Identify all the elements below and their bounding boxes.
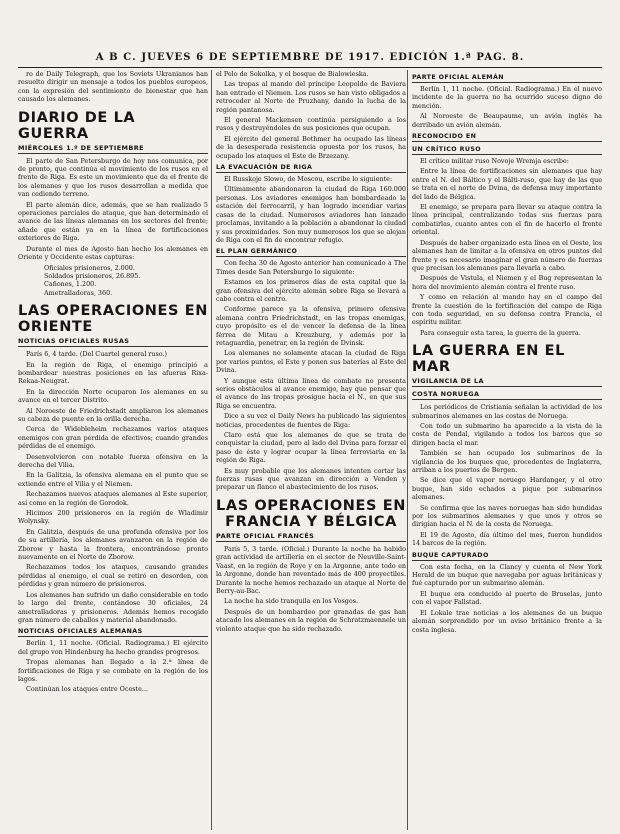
aleman-subtitle: NOTICIAS OFICIALES ALEMANAS [18,628,208,637]
reconocido-subtitle: RECONOCIDO EN [412,133,602,142]
column-2 [216,70,406,830]
capture-stats [44,264,208,298]
article-paragraph: Tropas alemanas han llegado a la 2.ª línea de fortificaciones de Riga y se combate en la región de los lagos. [18,658,208,683]
article-paragraph: Los alemanes han sufrido un daño considerable en todo lo largo del frente, contándose 30 oficiales, 24 ametralladoras y prisioneros. Además hemos recogido gran número de caballos y material abandonado. [18,590,208,624]
article-paragraph: En la región de Riga, el enemigo principió a bombardear nuestras posiciones en las afueras Rixa-Rekaa-Neugrat. [18,360,208,386]
article-paragraph: París 6, 4 tarde. (Del Cuartel general ruso.) [26,350,168,359]
article-paragraph: El crítico militar ruso Novoje Wremja escribe: [420,157,569,166]
mar-subtitle-1: VIGILANCIA DE LA [412,377,602,387]
article-paragraph: París 5, 3 tarde. (Oficial.) Durante la noche ha habido gran actividad de artillería en el sector de Neuville-Saint-Vaast, en la región de Roye y en la Argonne, ante todo en la Argonne, donde han reventado más de 400 proyectiles. Durante la noche hemos rechazado un ataque al Norte de Berry-au-Bac. [216,544,406,595]
article-paragraph: Rechazamos todos los ataques, causando grandes pérdidas al enemigo, el cual se retiró en desorden, con pérdidas y gran número de prisioneros. [18,563,208,589]
riga-subtitle: LA EVACUACIÓN DE RIGA [216,164,406,173]
article-paragraph: Después de haber organizado esta línea en el Oeste, los alemanes han de limitar a la ofensiva en otros puntos del frente y es necesario imaginar el gran número de fuerzas que precisan los alemanes para llevarla a cabo. [412,238,602,272]
header-rule [18,67,602,68]
article-paragraph: El enemigo, se prepara para llevar su ataque contra la línea principal, centralizando todas sus fuerzas para combatirlas, cuanto antes con el fin de hacerlo el frente oriental. [412,203,602,237]
article-paragraph: Claro está que los alemanes de que se trata de conquistar la ciudad, pero al lado del Dvina para forzar el paso de éste y lograr ocupar la línea ferroviaria en la región de Riga. [216,431,406,465]
stat-line: Soldados prisioneros, 26.895. [44,271,141,280]
article-paragraph: Con todo un submarino ha aparecido a la vista de la costa de Pendal, vigilando a todos los barcos que se dirigen hacia el mar. [412,421,602,447]
page-header: A B C. JUEVES 6 DE SEPTIEMBRE DE 1917. EDICIÓN 1.ª PAG. 8. [95,52,525,63]
column-1 [18,70,208,830]
article-paragraph: El buque era conducido al puerto de Bruselas, junto con el vapor Fallstad. [412,589,602,607]
article-paragraph: En la Galitzia, la ofensiva alemana en el punto que se extiende entre el Vilia y el Niemen. [18,471,208,488]
article-paragraph: Continúan los ataques entre Oceste... [26,685,149,694]
oriente-title: LAS OPERACIONES EN ORIENTE [18,303,208,336]
article-paragraph: Se dice que el vapor noruego Hardanger, y el otro buque, han sido echados a pique por submarinos alemanes. [412,476,602,502]
column-separator-2 [407,70,408,830]
article-paragraph: Desenvolvieron con notable fuerza ofensiva en la derecha del Vilia. [18,452,208,469]
column-separator-1 [211,70,212,830]
column-3 [412,70,602,830]
mar-subtitle-2: COSTA NORUEGA [412,390,602,400]
article-paragraph: El 19 de Agosto, día último del mes, fueron hundidos 14 barcos de la región. [412,530,602,548]
plan-subtitle: EL PLAN GERMÁNICO [216,248,406,257]
article-paragraph: El Lokale trae noticias a los alemanes de un buque alemán sorprendido por un aviso británico frente a la costa inglesa. [412,608,602,634]
article-paragraph: Cerca de Widebleheim rechazamos varios ataques enemigos con gran pérdida de efectivos; cuando grandes pérdidas de el enemigo. [18,425,208,451]
article-paragraph: Los periódicos de Cristianía señalan la actividad de los submarinos alemanes en las costas de Noruega. [412,403,602,420]
buque-subtitle: BUQUE CAPTURADO [412,552,602,561]
article-paragraph: Entre la línea de fortificaciones sin alemanes que hay entre el N. del Báltico y el Bálti-ruso, que hay de las que se trata en el norte de Dvina, de defensa muy importante del lado de Bélgica. [412,167,602,201]
article-paragraph: En la dirección Norte ocuparon los alemanes en su avance en el tercer Distrito. [18,387,208,405]
article-paragraph: El parte alemán dice, además, que se han realizado 5 operaciones parciales de ataque, que han determinado el avance de las líneas alemanas en los sectores del frente; añade que están ya en la línea de fortificaciones exteriores de Riga. [18,200,208,243]
article-paragraph: Berlín 1, 11 noche. (Oficial. Radiograma.) En el nuevo incidente de la guerra no ha ocurrido suceso digno de mención. [412,85,602,110]
article-paragraph: Es muy probable que los alemanes intenten cortar las fuerzas rusas que avanzan en dirección a Venden y preparar un flanco el abastecimiento de los rusos. [216,466,406,492]
article-paragraph: Con fecha 30 de Agosto anterior han comunicado a The Times desde San Petersburgo lo siguiente: [216,259,406,276]
article-paragraph: Después de un bombardeo por granadas de gas han atacado los alemanes en la región de Schratzmaennele un violento ataque que ha sido rechazado. [216,607,406,633]
francia-subtitle: PARTE OFICIAL FRANCÉS [216,532,406,542]
article-paragraph: Después de Vistula, el Niemen y el Bug representan la hora del movimiento alemán contra el frente ruso. [412,274,602,291]
mar-title: LA GUERRA EN EL MAR [412,343,565,376]
article-paragraph: También se han ocupado los submarinos de la vigilancia de los buques que, procedentes de Inglaterra, arriban a los puertos de Bergen. [412,449,602,474]
stat-line: Oficiales prisioneros, 2.000. [44,263,135,272]
diary-date: MIÉRCOLES 1.º DE SEPTIEMBRE [18,144,208,154]
article-paragraph: El parte de San Petersburgo de hoy nos comunica, por de pronto, que continúa el movimiento de los rusos en el frente de Riga. Es este un movimiento que da el frente de los alemanes y que los rusos desarrollan a medida que van cediendo terreno. [18,156,208,199]
article-paragraph: Últimamente abandonaron la ciudad de Riga 160.000 personas. Los aviadores enemigos han bombardeado la estación del ferrocarril, y han logrado incendiar varias casas de la ciudad. Numerosos aviadores han lanzado proclamas, invitando a la población a abandonar la ciudad y sus proximidades. Son muy numerosos los que se alejan de Riga con el fin de encontrar refugio. [216,185,406,244]
article-paragraph: Dice a su vez el Daily News ha publicado las siguientes noticias, procedentes de fuentes de Riga: [216,412,406,429]
article-paragraph: Rechazamos nuevos ataques alemanes al Este superior, así como en la región de Gorodok. [18,490,208,507]
article-paragraph: Las tropas al mando del príncipe Leopoldo de Baviera han entrado el Niemen. Los rusos se han visto obligados a retroceder al Norte de Pruzhany, dando la lucha de la región pantanosa. [216,80,406,114]
article-paragraph: Los alemanes no solamente atacan la ciudad de Riga por varios puntos, el Este y ponen sus baterías al Este del Dvina. [216,349,406,375]
article-paragraph: ro de Daily Telegraph, que los Soviets Ukranianos han resuelto dirigir un mensaje a todos los pueblos europeos, con la expresión del sentimiento de bienestar que han causado los alemanes. [18,70,208,104]
article-paragraph: Durante el mes de Agosto han hecho los alemanes en Oriente y Occidente estas capturas: [18,244,208,262]
article-paragraph: El general Mackensen continúa persiguiendo a los rusos y destruyéndoles de sus posiciones que ocupan. [216,116,406,133]
article-paragraph: Conforme parece ya la ofensiva, primero ofensiva alemana contra Friedrichstadt, en las tropas enemigas, cuyo propósito es el de vencer la defensa de la línea férrea de Mitau a Kreuzburg, y además por la retaguardia, penetrar, en la región de Dvinsk. [216,305,406,347]
article-paragraph: Hicimos 200 prisioneros en la región de Wladimir Wolynsky. [18,509,208,526]
critico-subtitle: UN CRÍTICO RUSO [412,146,602,155]
article-paragraph: Al Noroeste de Friedrichstadt ampliaron los alemanes su cabeza de puente en la orilla derecha. [18,406,208,423]
parte-aleman-subtitle: PARTE OFICIAL ALEMÁN [412,74,602,83]
francia-title: LAS OPERACIONES EN FRANCIA Y BÉLGICA [216,497,406,530]
article-paragraph: Y aunque esta última línea de combate no presenta serios obstáculos al avance enemigo, hay que pensar que el avance de las tropas prosigue hacia el N., en que sus Riga se encuentra. [216,376,406,410]
article-paragraph: La noche ha sido tranquila en los Vosgos. [224,597,359,606]
article-paragraph: En Galitzia, después de una profunda ofensiva por los de su artillería, los alemanes avanzaron en la región de Zborow y hasta la frontera, encontrándose pronto nuevamente en el Norte de Zborow. [18,527,208,562]
article-paragraph: Con esta fecha, en la Clancy y cuenta el New York Herald de un buque que navegaba por aguas británicas y fué capturado por un submarino alemán. [412,562,602,588]
stat-line: Cañones, 1.200. [44,280,97,289]
article-paragraph: Estamos en los primeros días de esta capital que la gran ofensiva del ejército alemán sobre Riga se llevará a cabo contra el centro. [216,278,406,303]
article-paragraph: El Russkoje Slowo, de Moscou, escribe lo siguiente: [224,175,393,184]
article-paragraph: Se confirma que las naves noruegas han sido hundidas por los submarinos alemanes y que unos y otros se dirigían hacia el N. de la costa de Noruega. [412,503,602,529]
article-paragraph: Berlín 1, 11 noche. (Oficial. Radiograma.) El ejército del grupo von Hindenburg ha hecho grandes progresos. [18,639,208,656]
stat-line: Ametralladoras, 360. [44,288,113,297]
article-paragraph: El ejército del general Bothmer ha ocupado las líneas de la desesperada resistencia opuesta por los rusos, ha ocupado los ataques el Este de Brzezany. [216,134,406,160]
oriente-subtitle: NOTICIAS OFICIALES RUSAS [18,337,208,347]
article-paragraph: Para conseguir esta tarea, la guerra de la guerra. [420,328,581,337]
diary-title: DIARIO DE LA GUERRA [18,109,136,142]
article-paragraph: Y como en relación al mando hay en el campo del frente la cuestión de la fortificación del campo de Riga con toda seguridad, en su defensa contra Francia, el espíritu militar. [412,293,602,327]
article-paragraph: Al Noroeste de Beaupaume, un avión inglés ha derribado un avión alemán. [412,112,602,129]
article-paragraph: el Pelo de Sokolka, y el bosque de Bialowieska. [216,70,369,78]
